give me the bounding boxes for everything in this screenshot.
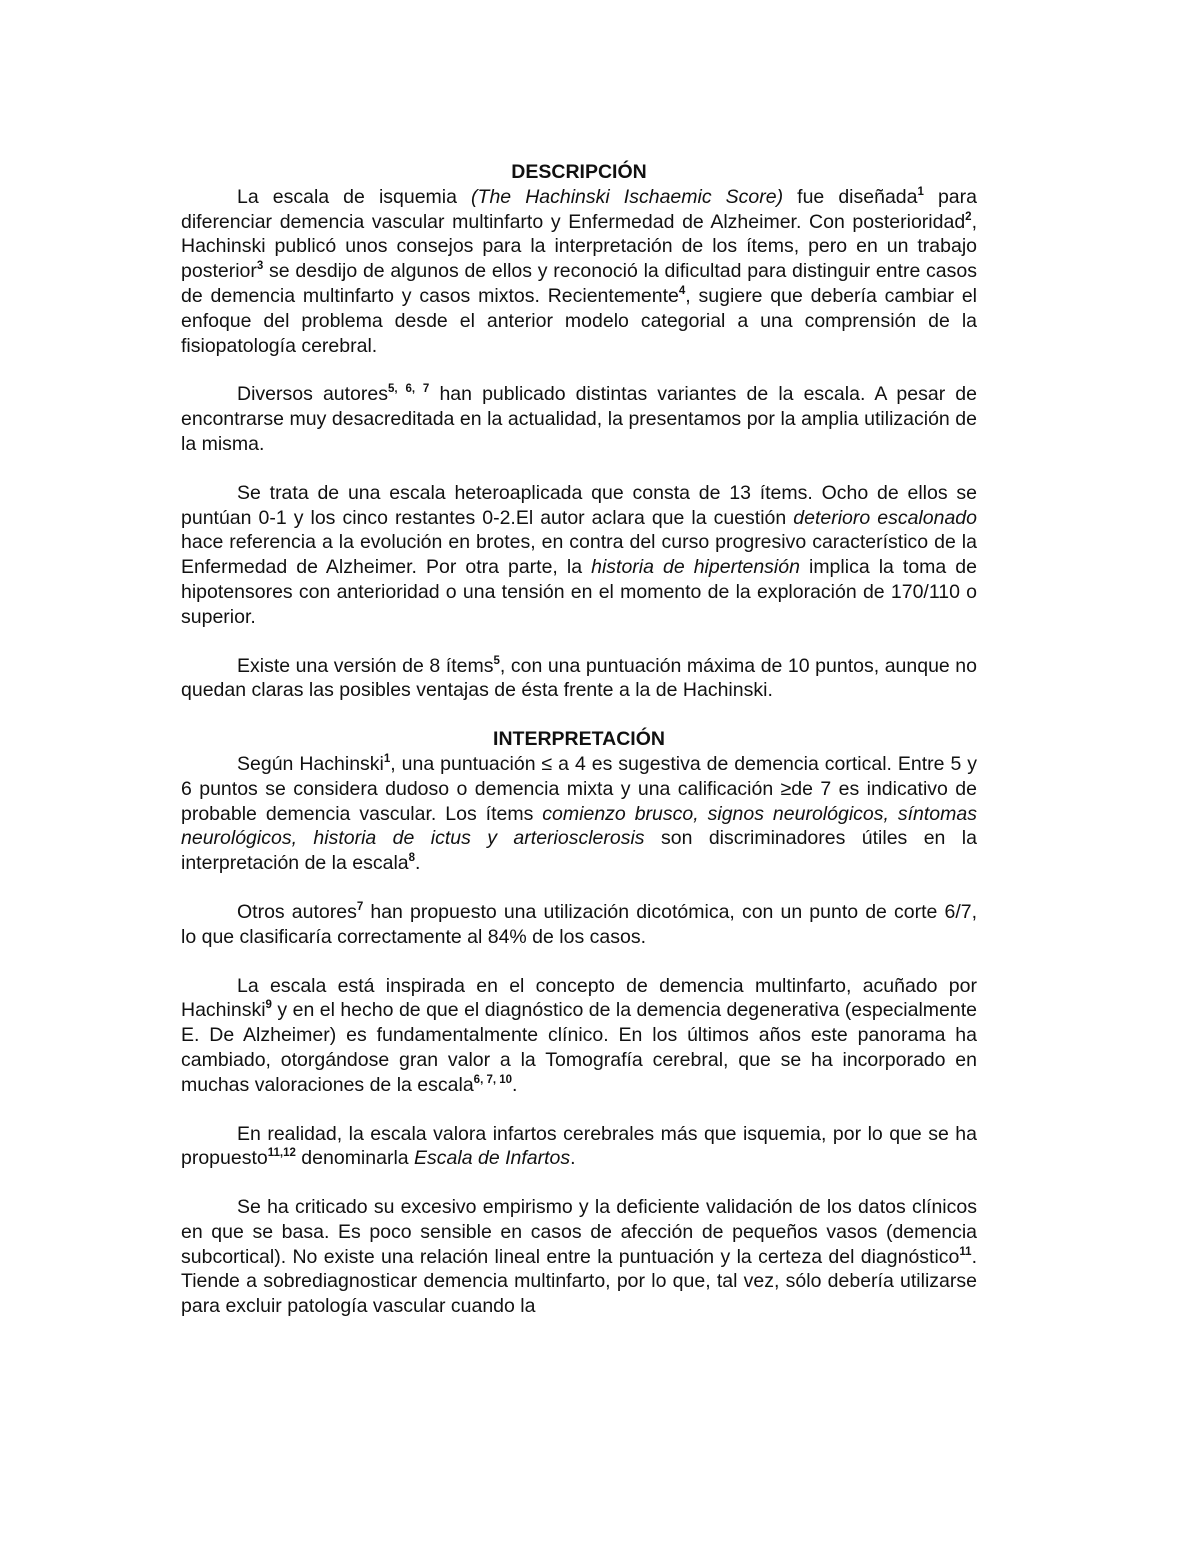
- section-heading-interpretacion: INTERPRETACIÓN: [493, 728, 665, 751]
- descripcion-paragraph-4: [181, 654, 977, 704]
- footnote-ref: 1: [917, 185, 924, 198]
- text-run: Se ha criticado su excesivo empirismo y la deficiente validación de los datos clínicos en que se basa. Es poco sensible en casos de afección de pequeños vasos (demencia subcortical). No existe una relación lineal entre la puntuación y la certeza del diagnóstico: [181, 1196, 977, 1268]
- interpretacion-paragraph-5: [181, 1195, 977, 1319]
- italic-run: Escala de Infartos: [414, 1147, 571, 1170]
- text-run: Diversos autores: [237, 383, 388, 406]
- descripcion-paragraph-3: [181, 481, 977, 630]
- italic-run: historia de hipertensión: [591, 556, 800, 579]
- footnote-ref: 9: [265, 999, 272, 1012]
- text-run: Según Hachinski: [237, 752, 384, 775]
- italic-run: (The Hachinski Ischaemic Score): [471, 185, 784, 208]
- footnote-ref: 7: [356, 900, 364, 913]
- footnote-ref: 11,12: [267, 1147, 296, 1160]
- descripcion-paragraph-2: [181, 382, 977, 456]
- text-run: .: [570, 1147, 576, 1170]
- interpretacion-paragraph-2: [181, 900, 977, 950]
- footnote-ref: 1: [383, 752, 391, 765]
- section-heading-descripcion: DESCRIPCIÓN: [511, 161, 647, 183]
- footnote-ref: 2: [965, 210, 972, 223]
- text-run: , Hachinski publicó unos consejos para la interpretación de los ítems, pero en un trabajo posterior: [181, 210, 977, 283]
- interpretacion-paragraph-3: [181, 974, 977, 1098]
- text-run: y en el hecho de que el diagnóstico de la demencia degenerativa (especialmente E. De Alzheimer) es fundamentalmente clínico. En los últimos años este panorama ha cambiado, otorgándose gran valor a la Tomografía cerebral, que se ha incorporado en muchas valoraciones de la escala: [181, 999, 977, 1096]
- text-run: han propuesto una utilización dicotómica, con un punto de corte 6/7, lo que clasificaría correctamente al 84% de los casos.: [181, 900, 977, 948]
- text-run: fue diseñada: [783, 185, 918, 208]
- footnote-ref: 4: [678, 284, 686, 297]
- descripcion-paragraph-1: [181, 185, 977, 359]
- footnote-ref: 11: [959, 1245, 972, 1258]
- footnote-ref: 5: [493, 654, 500, 667]
- document-page: [181, 160, 977, 1343]
- italic-run: comienzo brusco, signos neurológicos, síntomas neurológicos, historia de ictus y arteriosclerosis: [181, 802, 977, 850]
- text-run: Existe una versión de 8 ítems: [237, 654, 494, 677]
- text-run: son discriminadores útiles en la interpretación de la escala: [181, 827, 977, 875]
- text-run: hace referencia a la evolución en brotes, en contra del curso progresivo característico de la Enfermedad de Alzheimer. Por otra parte, la: [181, 531, 977, 579]
- text-run: para diferenciar demencia vascular multinfarto y Enfermedad de Alzheimer. Con posterioridad: [181, 185, 977, 233]
- text-run: Se trata de una escala heteroaplicada que consta de 13 ítems. Ocho de ellos se puntúan 0-1 y los cinco restantes 0-2.El autor aclara que la cuestión: [181, 481, 977, 529]
- italic-run: deterioro escalonado: [793, 506, 977, 529]
- footnote-ref: 8: [408, 852, 416, 865]
- text-run: implica la toma de hipotensores con anterioridad o una tensión en el momento de la exploración de 170/110 o superior.: [181, 556, 977, 628]
- text-run: , con una puntuación máxima de 10 puntos, aunque no quedan claras las posibles ventajas de ésta frente a la de Hachinski.: [181, 654, 978, 702]
- text-run: se desdijo de algunos de ellos y reconoció la dificultad para distinguir entre casos de demencia multinfarto y casos mixtos. Recientemente: [181, 260, 977, 307]
- text-run: .: [415, 852, 421, 875]
- interpretacion-paragraph-4: [181, 1122, 977, 1172]
- text-run: Otros autores: [237, 900, 357, 923]
- text-run: denominarla: [295, 1147, 415, 1170]
- footnote-ref: 5, 6, 7: [388, 383, 430, 396]
- interpretacion-paragraph-1: [181, 752, 977, 876]
- text-run: , sugiere que debería cambiar el enfoque del problema desde el anterior modelo categorial a una comprensión de la fisiopatología cerebral.: [181, 284, 977, 357]
- text-run: La escala está inspirada en el concepto de demencia multinfarto, acuñado por Hachinski: [181, 974, 977, 1022]
- text-run: .: [512, 1073, 518, 1096]
- footnote-ref: 3: [256, 260, 264, 273]
- text-run: La escala de isquemia: [237, 185, 472, 208]
- text-run: han publicado distintas variantes de la escala. A pesar de encontrarse muy desacreditada en la actualidad, la presentamos por la amplia utilización de la misma.: [181, 383, 978, 455]
- text-run: , una puntuación ≤ a 4 es sugestiva de demencia cortical. Entre 5 y 6 puntos se considera dudoso o demencia mixta y una calificación ≥de 7 es indicativo de probable demencia vascular. Los ítems: [181, 752, 977, 825]
- text-run: En realidad, la escala valora infartos cerebrales más que isquemia, por lo que se ha propuesto: [181, 1122, 977, 1170]
- footnote-ref: 6, 7, 10: [473, 1073, 513, 1086]
- text-run: . Tiende a sobrediagnosticar demencia multinfarto, por lo que, tal vez, sólo debería utilizarse para excluir patología vascular cuando la: [181, 1245, 977, 1318]
